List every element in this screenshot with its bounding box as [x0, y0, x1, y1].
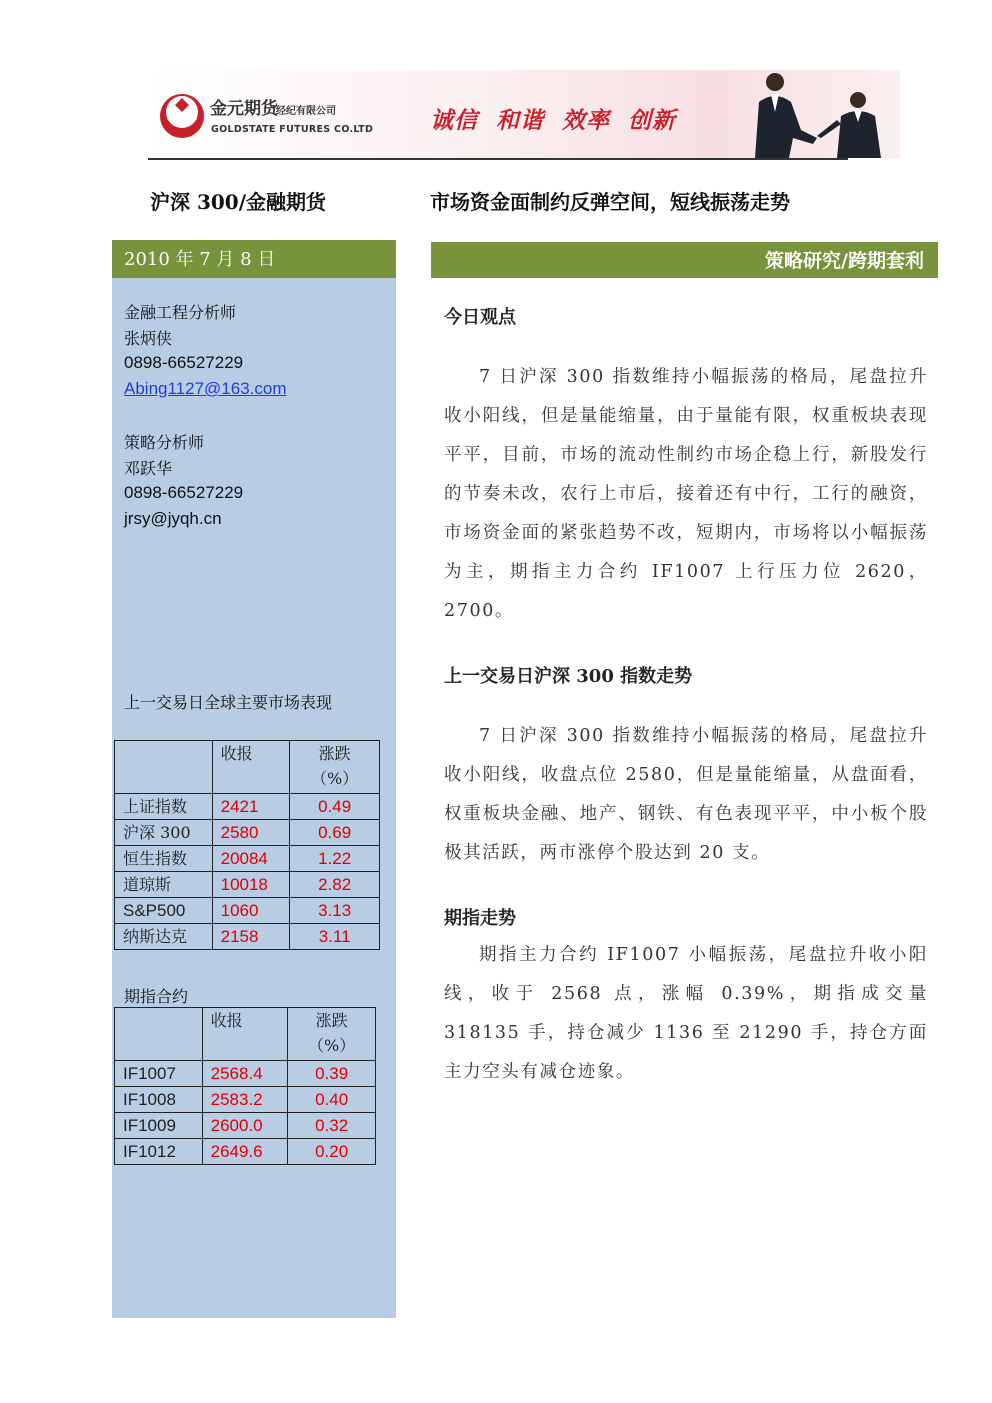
logo-english-name: GOLDSTATE FUTURES CO.LTD — [211, 124, 374, 135]
market-name-cell: 道琼斯 — [115, 872, 213, 898]
table-header-cell — [115, 1008, 203, 1061]
market-name-cell: 纳斯达克 — [115, 924, 213, 950]
table-row — [115, 924, 380, 950]
contract-change-cell: 0.39 — [288, 1061, 376, 1087]
market-close-cell: 20084 — [212, 846, 290, 872]
analyst1-name: 张炳侠 — [124, 329, 173, 348]
section-body-futures-trend: 期指主力合约 IF1007 小幅振荡，尾盘拉升收小阳线，收于 2568 点，涨幅 0.39%，期指成交量 318135 手，持仓减少 1136 至 21290 手，持仓方面主力空头有减仓迹象。 — [444, 945, 928, 1082]
contract-name-cell: IF1007 — [115, 1061, 203, 1087]
market-name-cell: 恒生指数 — [115, 846, 213, 872]
table-header-cell: 收报 — [202, 1008, 288, 1061]
contract-close-cell: 2600.0 — [202, 1113, 288, 1139]
analyst2-email: jrsy@jyqh.cn — [124, 509, 222, 528]
market-name-cell: S&P500 — [115, 898, 213, 924]
company-slogan: 诚信 和谐 效率 创新 — [430, 108, 677, 134]
futures-table-title: 期指合约 — [124, 987, 189, 1006]
table-row — [115, 1061, 376, 1087]
market-name-cell: 沪深 300 — [115, 820, 213, 846]
table-header-row — [115, 741, 380, 794]
analyst2-name: 邓跃华 — [124, 459, 173, 478]
market-close-cell: 1060 — [212, 898, 290, 924]
analyst1-role: 金融工程分析师 — [124, 303, 237, 322]
market-close-cell: 10018 — [212, 872, 290, 898]
market-table-title: 上一交易日全球主要市场表现 — [124, 693, 333, 712]
section-body-index-trend: 7 日沪深 300 指数维持小幅振荡的格局，尾盘拉升收小阳线，收盘点位 2580，但是量能缩量，从盘面看，权重板块金融、地产、钢铁、有色表现平平，中小板个股极其活跃，两市涨停个股达到 20 支。 — [444, 726, 928, 863]
contract-change-cell: 0.40 — [288, 1087, 376, 1113]
market-close-cell: 2421 — [212, 794, 290, 820]
table-row — [115, 1139, 376, 1165]
table-row — [115, 1087, 376, 1113]
market-change-cell: 1.22 — [290, 846, 380, 872]
report-type-bar: 策略研究/跨期套利 — [431, 242, 938, 278]
analyst2-role: 策略分析师 — [124, 433, 205, 452]
company-logo-icon — [158, 88, 206, 140]
section-heading-futures-trend: 期指走势 — [444, 908, 516, 929]
market-change-cell: 3.11 — [290, 924, 380, 950]
table-row — [115, 820, 380, 846]
table-row — [115, 872, 380, 898]
header-divider — [148, 158, 848, 160]
section-heading-today-view: 今日观点 — [444, 307, 516, 328]
contract-name-cell: IF1008 — [115, 1087, 203, 1113]
logo-chinese-name: 金元期货 — [210, 99, 278, 119]
contract-name-cell: IF1009 — [115, 1113, 203, 1139]
contract-change-cell: 0.20 — [288, 1139, 376, 1165]
analyst1-email[interactable] — [124, 379, 287, 399]
contract-close-cell: 2649.6 — [202, 1139, 288, 1165]
table-header-cell: 涨跌（%） — [290, 741, 380, 794]
table-row — [115, 1113, 376, 1139]
table-header-cell: 涨跌（%） — [288, 1008, 376, 1061]
analyst1-phone: 0898-66527229 — [124, 353, 244, 372]
futures-contract-table — [114, 1007, 376, 1165]
market-name-cell: 上证指数 — [115, 794, 213, 820]
contract-close-cell: 2583.2 — [202, 1087, 288, 1113]
logo-chinese-subtitle: 经纪有限公司 — [276, 106, 336, 117]
market-close-cell: 2580 — [212, 820, 290, 846]
market-change-cell: 2.82 — [290, 872, 380, 898]
market-change-cell: 0.49 — [290, 794, 380, 820]
contract-close-cell: 2568.4 — [202, 1061, 288, 1087]
table-row — [115, 846, 380, 872]
market-change-cell: 0.69 — [290, 820, 380, 846]
market-change-cell: 3.13 — [290, 898, 380, 924]
table-header-row — [115, 1008, 376, 1061]
report-category-title: 沪深 300/金融期货 — [150, 190, 327, 214]
table-header-cell: 收报 — [212, 741, 290, 794]
global-market-table — [114, 740, 380, 950]
table-header-cell — [115, 741, 213, 794]
analyst2-phone: 0898-66527229 — [124, 483, 244, 502]
report-headline: 市场资金面制约反弹空间，短线振荡走势 — [430, 190, 790, 214]
table-row — [115, 794, 380, 820]
report-date: 2010 年 7 月 8 日 — [112, 240, 396, 278]
section-heading-index-trend: 上一交易日沪深 300 指数走势 — [444, 666, 693, 687]
market-close-cell: 2158 — [212, 924, 290, 950]
handshake-businesspeople-image — [725, 72, 900, 158]
section-body-today-view: 7 日沪深 300 指数维持小幅振荡的格局，尾盘拉升收小阳线，但是量能缩量，由于量能有限，权重板块表现平平，目前，市场的流动性制约市场企稳上行，新股发行的节奏未改，农行上市后，接着还有中行，工行的融资，市场资金面的紧张趋势不改，短期内，市场将以小幅振荡为主，期指主力合约 IF1007 上行压力位 2620，2700。 — [444, 367, 928, 621]
contract-name-cell: IF1012 — [115, 1139, 203, 1165]
contract-change-cell: 0.32 — [288, 1113, 376, 1139]
table-row — [115, 898, 380, 924]
analyst1-email-link[interactable]: Abing1127@163.com — [124, 379, 287, 398]
